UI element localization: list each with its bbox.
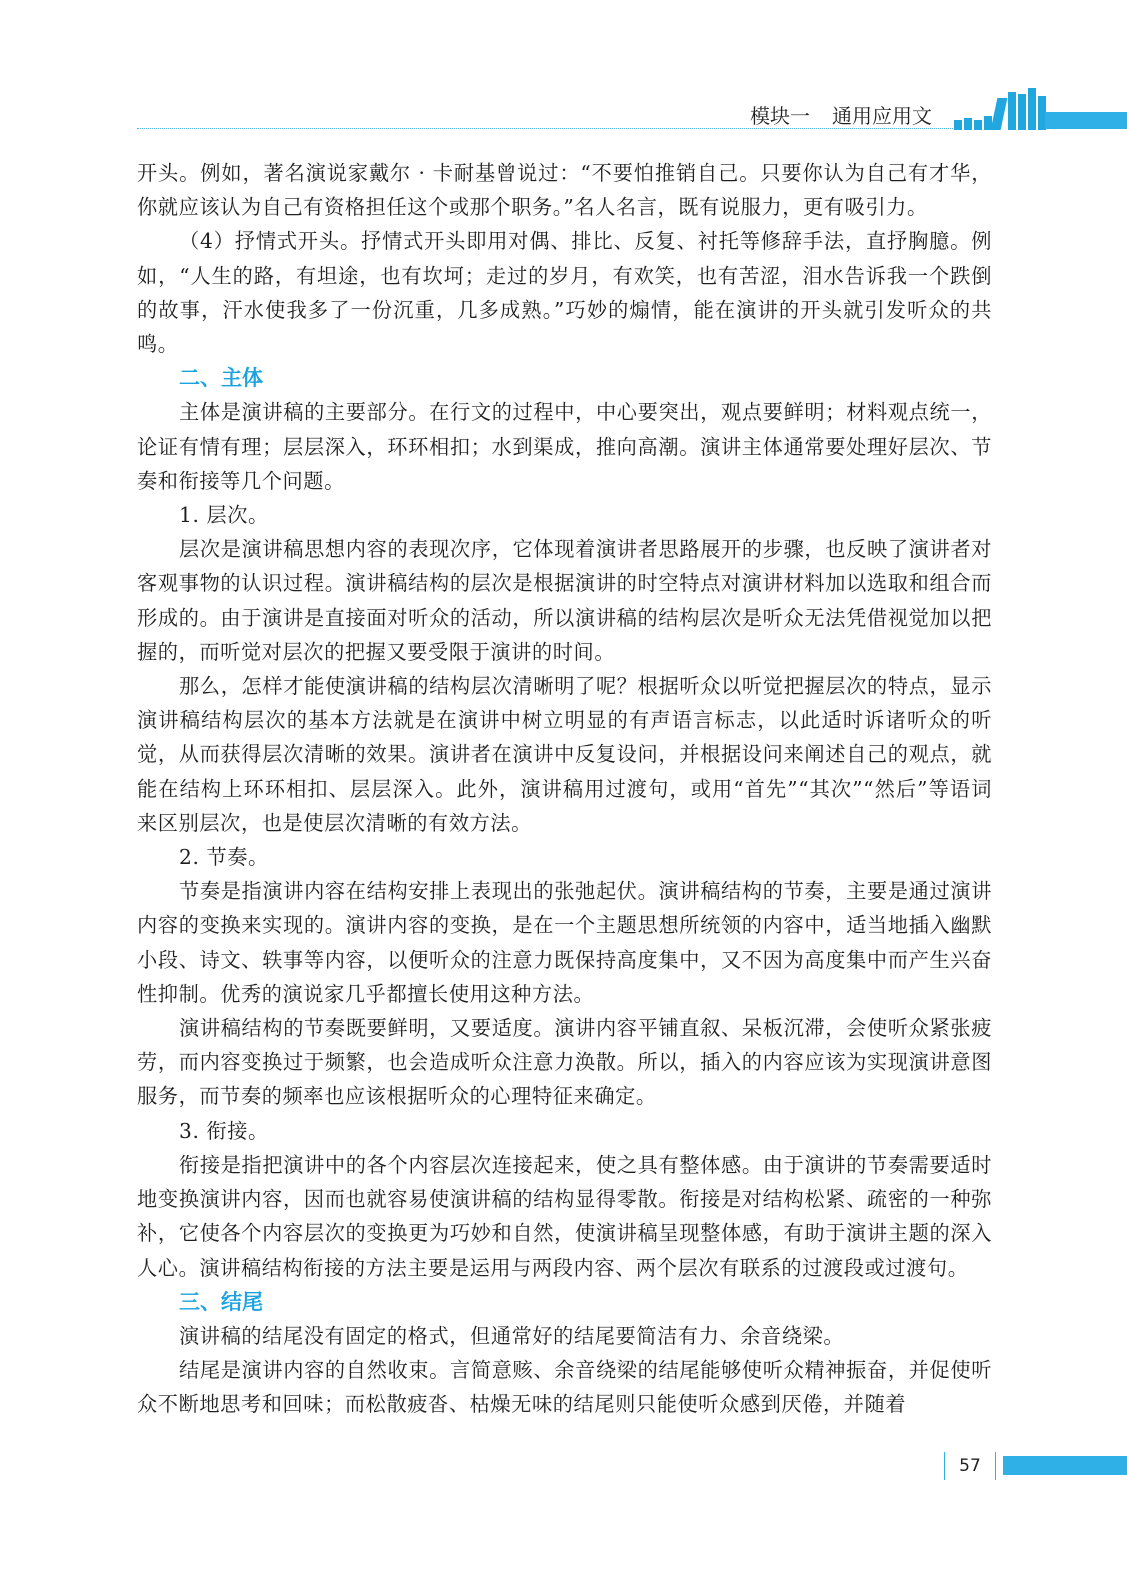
body-paragraph: 那么，怎样才能使演讲稿的结构层次清晰明了呢？根据听众以听觉把握层次的特点，显示演讲稿结构层次的基本方法就是在演讲中树立明显的有声语言标志，以此适时诉诸听众的听觉，从而获得层次清晰的效果。演讲者在演讲中反复设问，并根据设问来阐述自己的观点，就能在结构上环环相扣、层层深入。此外，演讲稿用过渡句，或用“首先”“其次”“然后”等语词来区别层次，也是使层次清晰的有效方法。: [137, 674, 992, 835]
footer-accent-bar: [1003, 1456, 1127, 1475]
subsection-title: 1. 层次。: [179, 503, 269, 528]
body-paragraph: 演讲稿结构的节奏既要鲜明，又要适度。演讲内容平铺直叙、呆板沉滞，会使听众紧张疲劳，而内容变换过于频繁，也会造成听众注意力涣散。所以，插入的内容应该为实现演讲意图服务，而节奏的频率也应该根据听众的心理特征来确定。: [137, 1016, 992, 1109]
body-paragraph: 节奏是指演讲内容在结构安排上表现出的张弛起伏。演讲稿结构的节奏，主要是通过演讲内容的变换来实现的。演讲内容的变换，是在一个主题思想所统领的内容中，适当地插入幽默小段、诗文、轶事等内容，以便听众的注意力既保持高度集中，又不因为高度集中而产生兴奋性抑制。优秀的演说家几乎都擅长使用这种方法。: [137, 879, 992, 1006]
header-accent-bar: [1045, 112, 1127, 129]
body-paragraph: （4）抒情式开头。抒情式开头即用对偶、排比、反复、衬托等修辞手法，直抒胸臆。例如，“人生的路，有坦途，也有坎坷；走过的岁月，有欢笑，也有苦涩，泪水告诉我一个跌倒的故事，汗水使我多了一份沉重，几多成熟。”巧妙的煽情，能在演讲的开头就引发听众的共鸣。: [137, 229, 992, 357]
page-number: 57: [944, 1452, 996, 1480]
subsection-title: 3. 衔接。: [179, 1118, 269, 1143]
body-paragraph: 层次是演讲稿思想内容的表现次序，它体现着演讲者思路展开的步骤，也反映了演讲者对客观事物的认识过程。演讲稿结构的层次是根据演讲的时空特点对演讲材料加以选取和组合而形成的。由于演讲是直接面对听众的活动，所以演讲稿的结构层次是听众无法凭借视觉加以把握的，而听觉对层次的把握又要受限于演讲的时间。: [137, 537, 992, 664]
body-paragraph: 结尾是演讲内容的自然收束。言简意赅、余音绕梁的结尾能够使听众精神振奋，并促使听众不断地思考和回味；而松散疲沓、枯燥无味的结尾则只能使听众感到厌倦，并随着: [137, 1358, 992, 1417]
body-paragraph: 开头。例如，著名演说家戴尔 · 卡耐基曾说过：“不要怕推销自己。只要你认为自己有才华，你就应该认为自己有资格担任这个或那个职务。”名人名言，既有说服力，更有吸引力。: [137, 161, 992, 220]
body-paragraph: 衔接是指把演讲中的各个内容层次连接起来，使之具有整体感。由于演讲的节奏需要适时地变换演讲内容，因而也就容易使演讲稿的结构显得零散。衔接是对结构松紧、疏密的一种弥补，它使各个内容层次的变换更为巧妙和自然，使演讲稿呈现整体感，有助于演讲主题的深入人心。演讲稿结构衔接的方法主要是运用与两段内容、两个层次有联系的过渡段或过渡句。: [137, 1152, 992, 1280]
page-body: [137, 156, 992, 1422]
section-heading: 二、主体: [179, 366, 263, 391]
body-paragraph: 演讲稿的结尾没有固定的格式，但通常好的结尾要简洁有力、余音绕梁。: [179, 1323, 845, 1348]
chapter-title: 通用应用文: [832, 104, 932, 128]
subsection-title: 2. 节奏。: [179, 845, 269, 870]
running-head: [750, 100, 940, 130]
module-label: 模块一: [750, 104, 810, 128]
body-paragraph: 主体是演讲稿的主要部分。在行文的过程中，中心要突出，观点要鲜明；材料观点统一，论证有情有理；层层深入，环环相扣；水到渠成，推向高潮。演讲主体通常要处理好层次、节奏和衔接等几个问题。: [137, 400, 992, 493]
section-heading: 三、结尾: [179, 1289, 263, 1314]
